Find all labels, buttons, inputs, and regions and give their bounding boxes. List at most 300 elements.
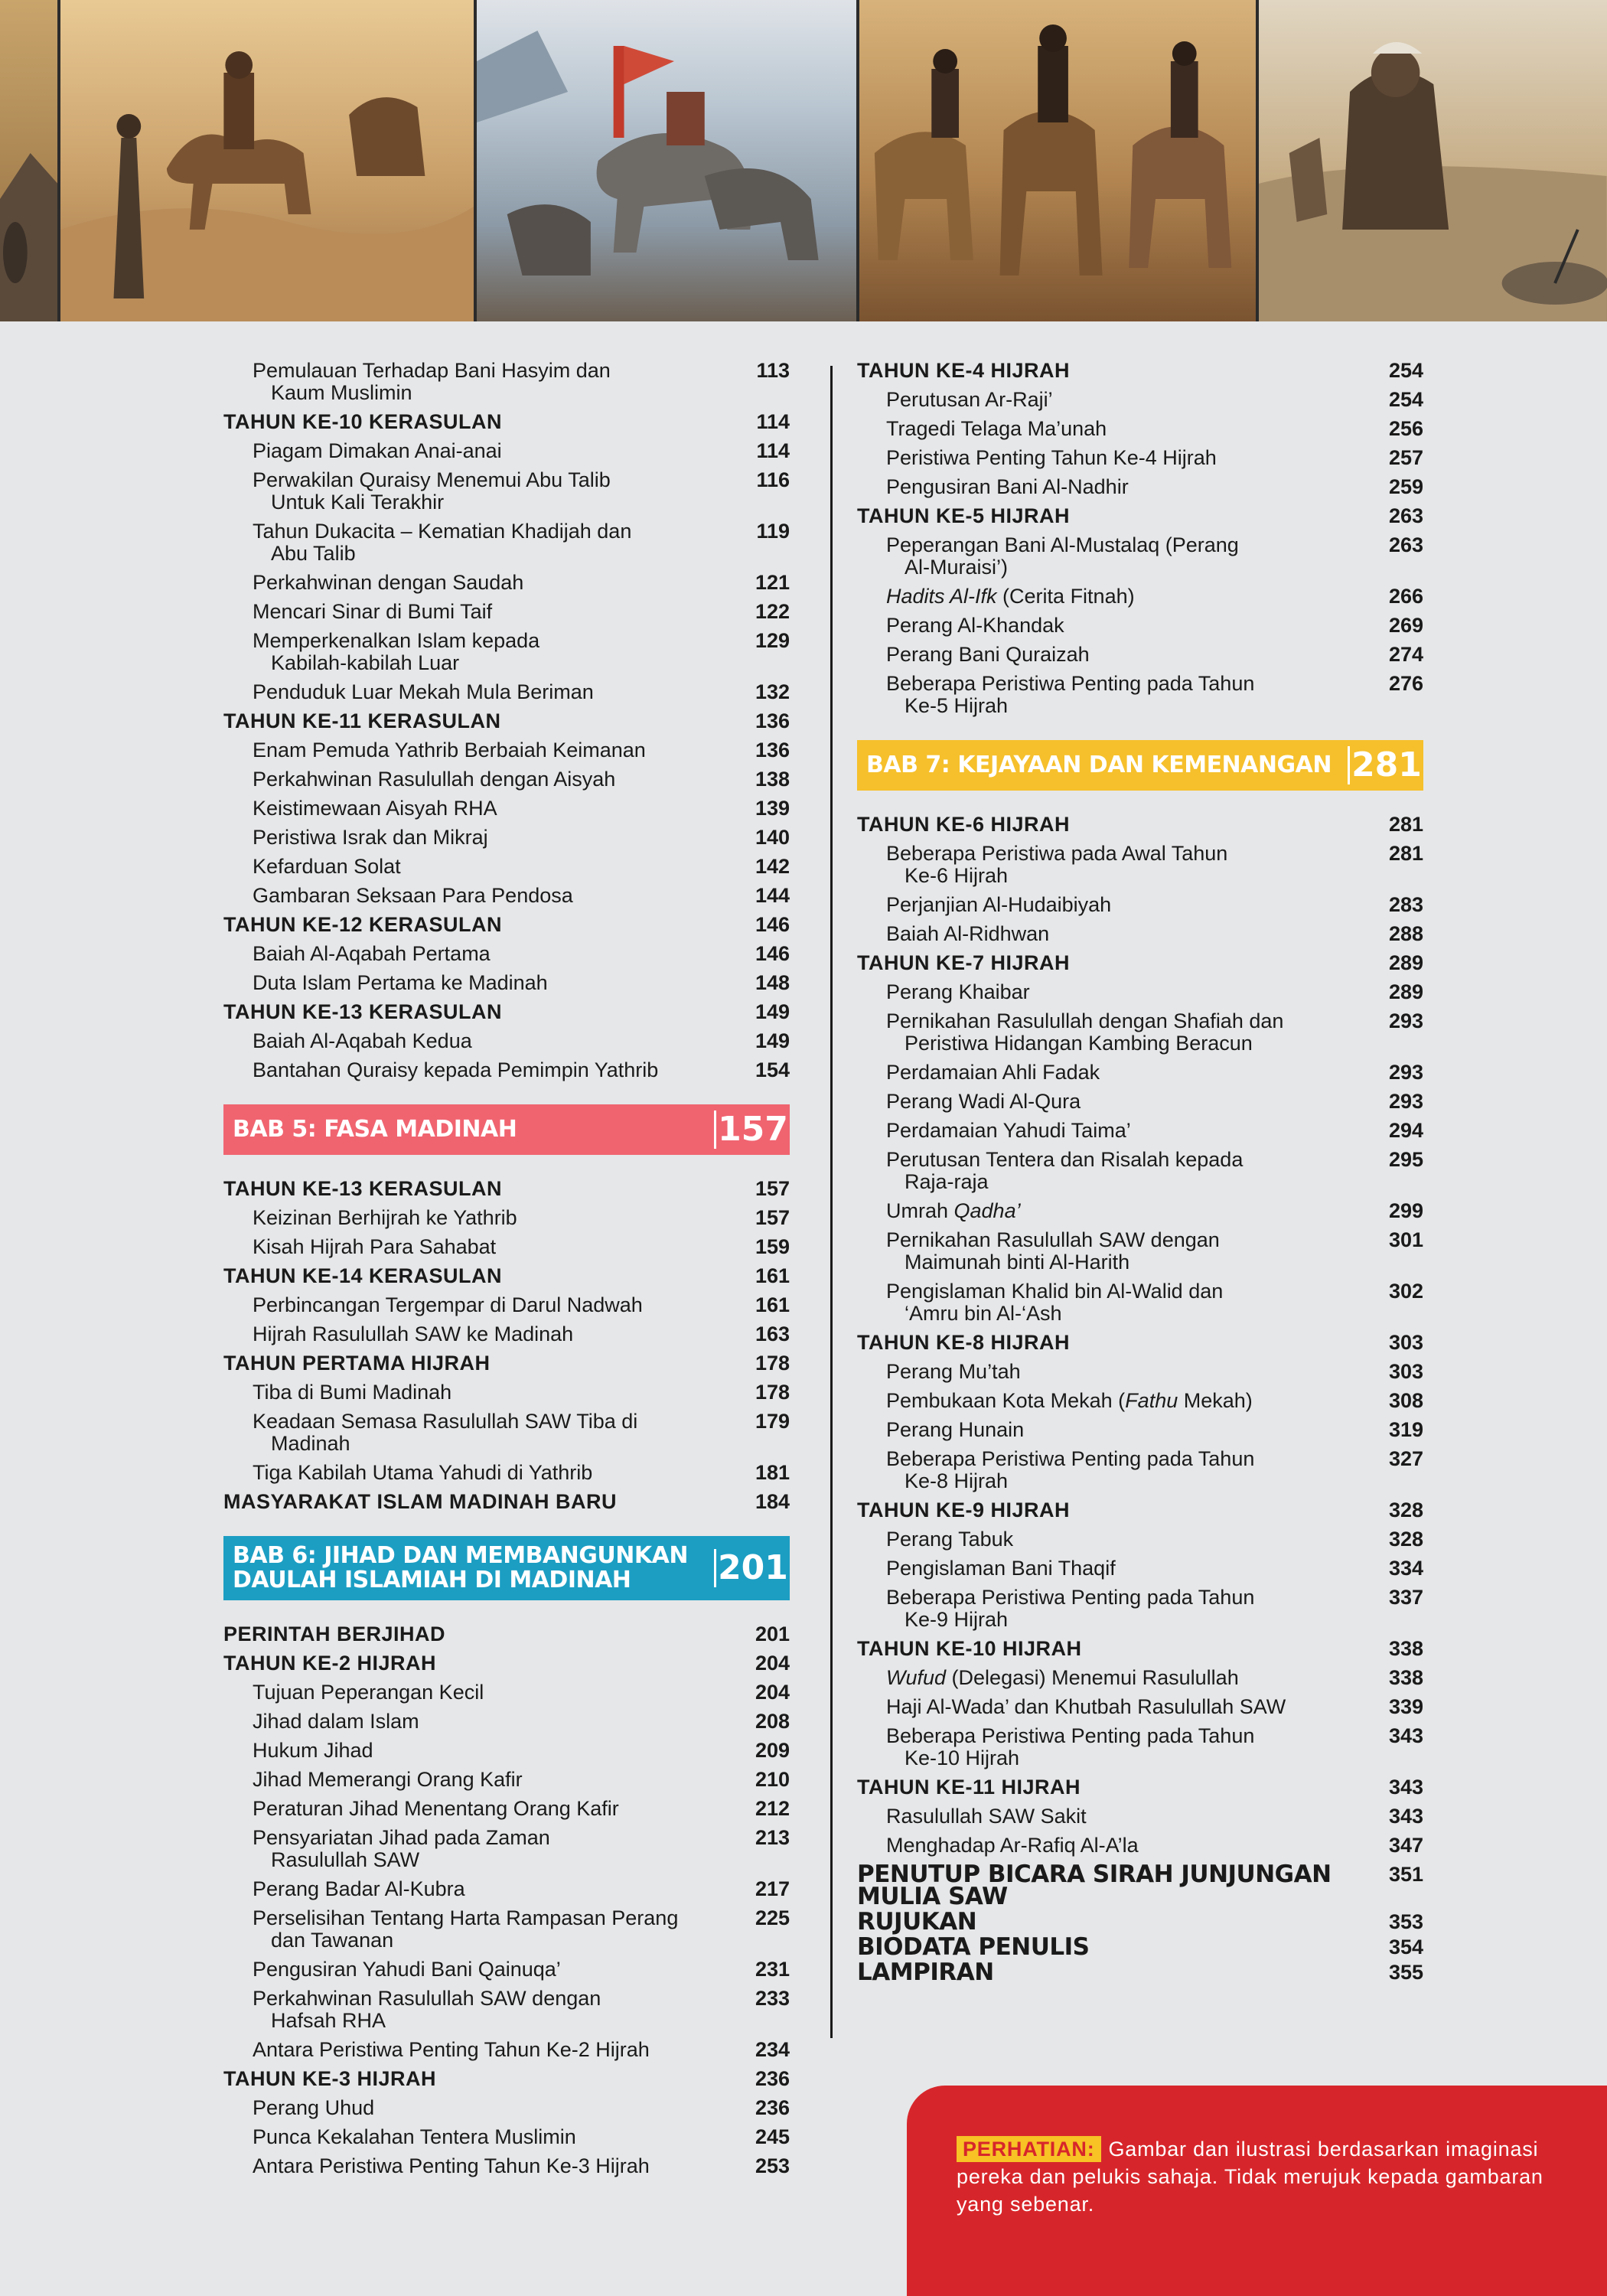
entry-page-number: 139 (755, 797, 790, 820)
entry-title-text: Perang Khaibar (886, 980, 1030, 1003)
entry-title (857, 814, 1362, 836)
entry-title-text: Piagam Dimakan Anai-anai (253, 439, 502, 462)
entry-title (857, 1091, 1362, 1113)
entry-page-number: 161 (755, 1264, 790, 1287)
entry-title (223, 1907, 729, 1952)
entry-title-text: Perkahwinan dengan Saudah (253, 571, 524, 594)
entry-title-text: Perutusan Tentera dan Risalah kepada (886, 1148, 1244, 1171)
entry-title-italic: Hadits Al-Ifk (886, 585, 997, 608)
toc-column-right (857, 360, 1423, 1987)
entry-page-number: 149 (755, 1000, 790, 1023)
entry-title-text: Perang Badar Al-Kubra (253, 1877, 465, 1900)
toc-entry (857, 1725, 1423, 1769)
entry-page-number: 343 (1388, 1724, 1423, 1747)
entry-title-text: Peraturan Jihad Menentang Orang Kafir (253, 1797, 619, 1820)
entry-title-text: TAHUN KE-11 HIJRAH (857, 1776, 1081, 1799)
entry-title (223, 914, 729, 936)
toc-entry (223, 1769, 790, 1791)
entry-page-number: 114 (756, 410, 790, 433)
entry-page-number: 245 (755, 2125, 790, 2148)
entry-page-number: 308 (1388, 1389, 1423, 1412)
entry-title-text: Pengislaman Khalid bin Al-Walid dan (886, 1280, 1224, 1303)
entry-title-text: Penduduk Luar Mekah Mula Beriman (253, 680, 594, 703)
entry-title-continued: Ke-9 Hijrah (905, 1608, 1009, 1631)
entry-title (857, 1200, 1362, 1222)
toc-entry (223, 2155, 790, 2177)
entry-page-number: 328 (1388, 1528, 1423, 1551)
entry-title (223, 1381, 729, 1404)
toc-entry (857, 1557, 1423, 1580)
entry-page-number: 163 (755, 1322, 790, 1345)
entry-title-text: Memperkenalkan Islam kepada (253, 629, 540, 652)
entry-title-text: Perang Bani Quraizah (886, 643, 1090, 666)
entry-title (857, 1528, 1362, 1551)
entry-title-text: Beberapa Peristiwa pada Awal Tahun (886, 842, 1228, 865)
entry-title (223, 972, 729, 994)
entry-page-number: 263 (1388, 504, 1423, 527)
entry-title-text: Enam Pemuda Yathrib Berbaiah Keimanan (253, 739, 646, 762)
entry-title-continued: Hafsah RHA (271, 2009, 386, 2032)
entry-page-number: 289 (1388, 951, 1423, 974)
entry-title (223, 768, 729, 791)
toc-entry (223, 1411, 790, 1455)
entry-title (223, 1878, 729, 1900)
entry-page-number: 217 (755, 1877, 790, 1900)
entry-title (857, 389, 1362, 411)
entry-title (857, 1835, 1362, 1857)
entry-title-text: Pensyariatan Jihad pada Zaman (253, 1826, 550, 1849)
entry-title (223, 1178, 729, 1200)
entry-title (223, 1323, 729, 1345)
entry-title-text: Baiah Al-Aqabah Pertama (253, 942, 491, 965)
toc-section-heading (223, 411, 790, 433)
entry-title-continued: Ke-5 Hijrah (905, 694, 1009, 717)
toc-entry (223, 1958, 790, 1981)
entry-page-number: 257 (1388, 446, 1423, 469)
toc-entry (223, 1827, 790, 1871)
toc-entry (857, 389, 1423, 411)
chapter-title (223, 1536, 714, 1600)
entry-page-number: 157 (755, 1177, 790, 1200)
entry-page-number: 157 (755, 1206, 790, 1229)
entry-title-text: Pengislaman Bani Thaqif (886, 1557, 1116, 1580)
entry-title (223, 1740, 729, 1762)
toc-entry (857, 1149, 1423, 1193)
toc-entry (857, 1229, 1423, 1274)
chapter-title-line: BAB 7: KEJAYAAN DAN KEMENANGAN (866, 752, 1332, 778)
entry-page-number: 178 (755, 1381, 790, 1404)
entry-title-text: Beberapa Peristiwa Penting pada Tahun (886, 1586, 1255, 1609)
entry-title-text: Perang Al-Khandak (886, 614, 1064, 637)
entry-title (223, 411, 729, 433)
entry-page-number: 225 (755, 1906, 790, 1929)
entry-page-number: 208 (755, 1710, 790, 1733)
entry-page-number: 259 (1388, 475, 1423, 498)
entry-title-text: Perang Mu’tah (886, 1360, 1021, 1383)
entry-title (857, 1499, 1362, 1521)
toc-entry (857, 1667, 1423, 1689)
entry-title (223, 1491, 729, 1513)
entry-title-text: TAHUN KE-14 KERASULAN (223, 1264, 503, 1287)
entry-page-number: 146 (755, 942, 790, 965)
toc-section-heading (223, 2068, 790, 2090)
entry-title-italic: Wufud (886, 1666, 947, 1689)
entry-page-number: 338 (1388, 1666, 1423, 1689)
toc-entry (223, 601, 790, 623)
entry-title (857, 1638, 1362, 1660)
entry-title (223, 440, 729, 462)
entry-title-text: TAHUN PERTAMA HIJRAH (223, 1352, 491, 1375)
entry-title (857, 615, 1362, 637)
entry-page-number: 236 (755, 2096, 790, 2119)
army-elephants-illustration (477, 0, 856, 321)
entry-title (857, 476, 1362, 498)
entry-title-text: Gambaran Seksaan Para Pendosa (253, 884, 573, 907)
entry-page-number: 269 (1388, 614, 1423, 637)
toc-entry (223, 827, 790, 849)
entry-page-number: 231 (755, 1958, 790, 1981)
entry-page-number: 142 (755, 855, 790, 878)
entry-title-continued: Madinah (271, 1432, 350, 1455)
entry-title (223, 885, 729, 907)
entry-title (857, 644, 1362, 666)
camel-riders-illustration (859, 0, 1256, 321)
toc-entry (223, 630, 790, 674)
toc-entry (857, 1528, 1423, 1551)
entry-page-number: 121 (755, 571, 790, 594)
toc-section-heading (857, 952, 1423, 974)
entry-title (223, 1207, 729, 1229)
entry-page-number: 256 (1388, 417, 1423, 440)
toc-major-entry (857, 1933, 1423, 1961)
column-divider (830, 366, 833, 2038)
entry-title-text: Pernikahan Rasulullah dengan Shafiah dan (886, 1009, 1284, 1032)
entry-title (223, 572, 729, 594)
entry-title (857, 1908, 1362, 1936)
entry-title-text: Tujuan Peperangan Kecil (253, 1681, 484, 1704)
toc-entry (223, 572, 790, 594)
entry-title-text: Tiba di Bumi Madinah (253, 1381, 452, 1404)
toc-section-heading (223, 1652, 790, 1675)
toc-section-heading (857, 505, 1423, 527)
entry-page-number: 204 (755, 1652, 790, 1675)
entry-page-number: 113 (756, 359, 790, 382)
toc-section-heading (857, 1638, 1423, 1660)
entry-title-text: Peristiwa Israk dan Mikraj (253, 826, 488, 849)
illustration-banner (0, 0, 1607, 321)
entry-page-number: 266 (1388, 585, 1423, 608)
entry-title-continued: Untuk Kali Terakhir (271, 491, 445, 514)
entry-title-continued: Peristiwa Hidangan Kambing Beracun (905, 1032, 1253, 1055)
entry-page-number: 319 (1388, 1418, 1423, 1441)
entry-title (223, 360, 729, 404)
toc-major-entry (857, 1958, 1423, 1986)
entry-title (223, 1059, 729, 1081)
entry-title-text: Perbincangan Tergempar di Darul Nadwah (253, 1293, 643, 1316)
entry-page-number: 294 (1388, 1119, 1423, 1142)
toc-entry (223, 1988, 790, 2032)
entry-title (857, 894, 1362, 916)
entry-page-number: 263 (1388, 533, 1423, 556)
entry-title-text: Mencari Sinar di Bumi Taif (253, 600, 493, 623)
toc-section-heading (223, 1491, 790, 1513)
entry-title-text: Perang Uhud (253, 2096, 375, 2119)
entry-title (857, 1861, 1362, 1910)
toc-entry (857, 1390, 1423, 1412)
toc-entry (857, 476, 1423, 498)
entry-title-continued: Ke-6 Hijrah (905, 864, 1009, 887)
entry-page-number: 353 (1388, 1910, 1423, 1933)
toc-entry (223, 1462, 790, 1484)
toc-entry (857, 1696, 1423, 1718)
entry-title-text: PENUTUP BICARA SIRAH JUNJUNGAN MULIA SAW (857, 1861, 1332, 1910)
entry-title-text: Keizinan Berhijrah ke Yathrib (253, 1206, 517, 1229)
entry-title (857, 1010, 1362, 1055)
toc-section-heading (223, 1178, 790, 1200)
entry-page-number: 339 (1388, 1695, 1423, 1718)
entry-page-number: 303 (1388, 1360, 1423, 1383)
entry-page-number: 149 (755, 1029, 790, 1052)
entry-title-text: TAHUN KE-13 KERASULAN (223, 1000, 503, 1023)
toc-entry (223, 885, 790, 907)
entry-title (223, 520, 729, 565)
entry-page-number: 154 (755, 1058, 790, 1081)
entry-page-number: 293 (1388, 1061, 1423, 1084)
entry-page-number: 140 (755, 826, 790, 849)
entry-page-number: 293 (1388, 1090, 1423, 1113)
entry-page-number: 281 (1388, 813, 1423, 836)
entry-page-number: 299 (1388, 1199, 1423, 1222)
entry-page-number: 122 (755, 600, 790, 623)
entry-page-number: 136 (755, 709, 790, 732)
entry-page-number: 116 (756, 468, 790, 491)
notice-body: Gambar dan ilustrasi berdasarkan imaginasi pereka dan pelukis sahaja. Tidak merujuk kepada gambaran yang sebenar. (957, 2138, 1543, 2216)
toc-entry (857, 1010, 1423, 1055)
entry-page-number: 179 (755, 1410, 790, 1433)
entry-title (857, 1805, 1362, 1828)
chapter-banner (857, 740, 1423, 791)
entry-title (857, 1390, 1362, 1412)
entry-page-number: 253 (755, 2154, 790, 2177)
entry-title-text: Pembukaan Kota Mekah ( (886, 1389, 1126, 1412)
entry-title-text: Pengusiran Bani Al-Nadhir (886, 475, 1129, 498)
entry-page-number: 254 (1388, 359, 1423, 382)
entry-title (223, 1352, 729, 1375)
warrior-arrow-illustration (1259, 0, 1607, 321)
toc-entry (857, 981, 1423, 1003)
entry-title-text: Baiah Al-Aqabah Kedua (253, 1029, 472, 1052)
entry-title-continued: Raja-raja (905, 1170, 989, 1193)
notice-box (907, 2086, 1607, 2296)
chapter-title-line: BAB 5: FASA MADINAH (233, 1116, 517, 1143)
chapter-title-line: DAULAH ISLAMIAH DI MADINAH (233, 1567, 631, 1593)
entry-title-continued: ‘Amru bin Al-‘Ash (905, 1302, 1062, 1325)
toc-entry (857, 1120, 1423, 1142)
entry-title-text: Rasulullah SAW Sakit (886, 1805, 1087, 1828)
chapter-title-line: BAB 6: JIHAD DAN MEMBANGUNKAN (233, 1542, 688, 1569)
entry-title-text: Perkahwinan Rasulullah SAW dengan (253, 1987, 601, 2010)
chapter-page-number: 201 (714, 1549, 790, 1587)
entry-title-text: TAHUN KE-8 HIJRAH (857, 1331, 1071, 1354)
toc-entry (857, 1091, 1423, 1113)
toc-entry (857, 1361, 1423, 1383)
entry-page-number: 302 (1388, 1280, 1423, 1303)
entry-page-number: 148 (755, 971, 790, 994)
entry-page-number: 354 (1388, 1936, 1423, 1958)
toc-entry (223, 972, 790, 994)
desert-figure-illustration (0, 0, 57, 321)
entry-title (223, 1001, 729, 1023)
entry-page-number: 181 (755, 1461, 790, 1484)
toc-entry (223, 2039, 790, 2061)
entry-title-continued: Ke-10 Hijrah (905, 1746, 1020, 1769)
entry-title (223, 1769, 729, 1791)
toc-entry (857, 418, 1423, 440)
entry-page-number: 144 (755, 884, 790, 907)
entry-title (223, 469, 729, 514)
entry-title-text: Pemulauan Terhadap Bani Hasyim dan (253, 359, 611, 382)
entry-title (857, 1149, 1362, 1193)
entry-page-number: 114 (756, 439, 790, 462)
entry-title-continued: dan Tawanan (271, 1929, 394, 1952)
entry-page-number: 338 (1388, 1637, 1423, 1660)
entry-title-text: Punca Kekalahan Tentera Muslimin (253, 2125, 576, 2148)
toc-entry (223, 1059, 790, 1081)
entry-title (857, 1448, 1362, 1492)
toc-entry (223, 1030, 790, 1052)
entry-title (223, 1652, 729, 1675)
entry-title (857, 1062, 1362, 1084)
entry-page-number: 234 (755, 2038, 790, 2061)
entry-page-number: 210 (755, 1768, 790, 1791)
toc-entry (223, 440, 790, 462)
entry-title-text: Perdamaian Ahli Fadak (886, 1061, 1100, 1084)
toc-entry (223, 1907, 790, 1952)
entry-title-text: Kisah Hijrah Para Sahabat (253, 1235, 497, 1258)
entry-title-text: BIODATA PENULIS (857, 1933, 1090, 1961)
entry-title-text: Perutusan Ar-Raji’ (886, 388, 1053, 411)
entry-title-continued: Kabilah-kabilah Luar (271, 651, 460, 674)
toc-entry (857, 673, 1423, 717)
entry-title-text: Perjanjian Al-Hudaibiyah (886, 893, 1112, 916)
entry-title-text: TAHUN KE-10 KERASULAN (223, 410, 503, 433)
entry-page-number: 132 (755, 680, 790, 703)
entry-page-number: 204 (755, 1681, 790, 1704)
entry-title (857, 1696, 1362, 1718)
entry-title-text: Keadaan Semasa Rasulullah SAW Tiba di (253, 1410, 638, 1433)
toc-section-heading (857, 814, 1423, 836)
entry-title (857, 1587, 1362, 1631)
toc-section-heading (857, 360, 1423, 382)
toc-entry (223, 1740, 790, 1762)
entry-title-text: Perkahwinan Rasulullah dengan Aisyah (253, 768, 616, 791)
toc-entry (223, 943, 790, 965)
entry-page-number: 184 (755, 1490, 790, 1513)
entry-page-number: 343 (1388, 1776, 1423, 1799)
entry-title (223, 1236, 729, 1258)
entry-page-number: 159 (755, 1235, 790, 1258)
toc-entry (223, 1798, 790, 1820)
entry-title (857, 843, 1362, 887)
entry-title-text: Keistimewaan Aisyah RHA (253, 797, 497, 820)
entry-page-number: 213 (755, 1826, 790, 1849)
chapter-title (223, 1110, 714, 1150)
entry-title-text: Beberapa Peristiwa Penting pada Tahun (886, 1447, 1255, 1470)
entry-title (857, 1229, 1362, 1274)
entry-title (223, 1265, 729, 1287)
entry-title (223, 1030, 729, 1052)
entry-page-number: 289 (1388, 980, 1423, 1003)
entry-title (857, 1361, 1362, 1383)
toc-entry (223, 360, 790, 404)
entry-page-number: 254 (1388, 388, 1423, 411)
entry-title (857, 505, 1362, 527)
entry-page-number: 293 (1388, 1009, 1423, 1032)
entry-title-text: TAHUN KE-2 HIJRAH (223, 1652, 437, 1675)
entry-page-number: 334 (1388, 1557, 1423, 1580)
toc-section-heading (223, 1001, 790, 1023)
entry-title-text: PERINTAH BERJIHAD (223, 1623, 446, 1645)
entry-title-text: Menghadap Ar-Rafiq Al-A’la (886, 1834, 1139, 1857)
entry-title-text: Perwakilan Quraisy Menemui Abu Talib (253, 468, 611, 491)
entry-page-number: 161 (755, 1293, 790, 1316)
toc-entry (857, 1280, 1423, 1325)
entry-page-number: 209 (755, 1739, 790, 1762)
entry-title (857, 1332, 1362, 1354)
entry-title (223, 1462, 729, 1484)
entry-title-text: (Cerita Fitnah) (996, 585, 1135, 608)
entry-title (857, 1958, 1362, 1986)
entry-title (223, 1711, 729, 1733)
entry-title-text: TAHUN KE-6 HIJRAH (857, 813, 1071, 836)
entry-title-text: Jihad dalam Islam (253, 1710, 419, 1733)
toc-section-heading (857, 1332, 1423, 1354)
toc-entry (857, 644, 1423, 666)
entry-title (857, 1557, 1362, 1580)
toc-section-heading (857, 1776, 1423, 1799)
entry-title (857, 418, 1362, 440)
entry-title (223, 1623, 729, 1645)
entry-title-text: TAHUN KE-10 HIJRAH (857, 1637, 1082, 1660)
entry-title (223, 1958, 729, 1981)
entry-title (857, 447, 1362, 469)
toc-column-left (223, 360, 790, 2184)
entry-title-continued: Al-Muraisi’) (905, 556, 1008, 579)
entry-title (223, 601, 729, 623)
toc-entry (857, 534, 1423, 579)
entry-title-text: Haji Al-Wada’ dan Khutbah Rasulullah SAW (886, 1695, 1286, 1718)
entry-title-text: TAHUN KE-5 HIJRAH (857, 504, 1071, 527)
toc-entry (857, 894, 1423, 916)
entry-title-text: Baiah Al-Ridhwan (886, 922, 1050, 945)
entry-page-number: 178 (755, 1352, 790, 1375)
entry-title-text: TAHUN KE-11 KERASULAN (223, 709, 501, 732)
entry-page-number: 276 (1388, 672, 1423, 695)
entry-page-number: 212 (755, 1797, 790, 1820)
chapter-title (857, 745, 1348, 785)
entry-title-italic: Qadha’ (953, 1199, 1021, 1222)
entry-page-number: 347 (1388, 1834, 1423, 1857)
entry-title (857, 952, 1362, 974)
entry-title-text: Pernikahan Rasulullah SAW dengan (886, 1228, 1220, 1251)
toc-entry (223, 856, 790, 878)
entry-title-text: TAHUN KE-3 HIJRAH (223, 2067, 437, 2090)
entry-title-text: TAHUN KE-9 HIJRAH (857, 1499, 1071, 1521)
toc-entry (857, 843, 1423, 887)
toc-entry (223, 797, 790, 820)
toc-section-heading (223, 1623, 790, 1645)
entry-page-number: 136 (755, 739, 790, 762)
